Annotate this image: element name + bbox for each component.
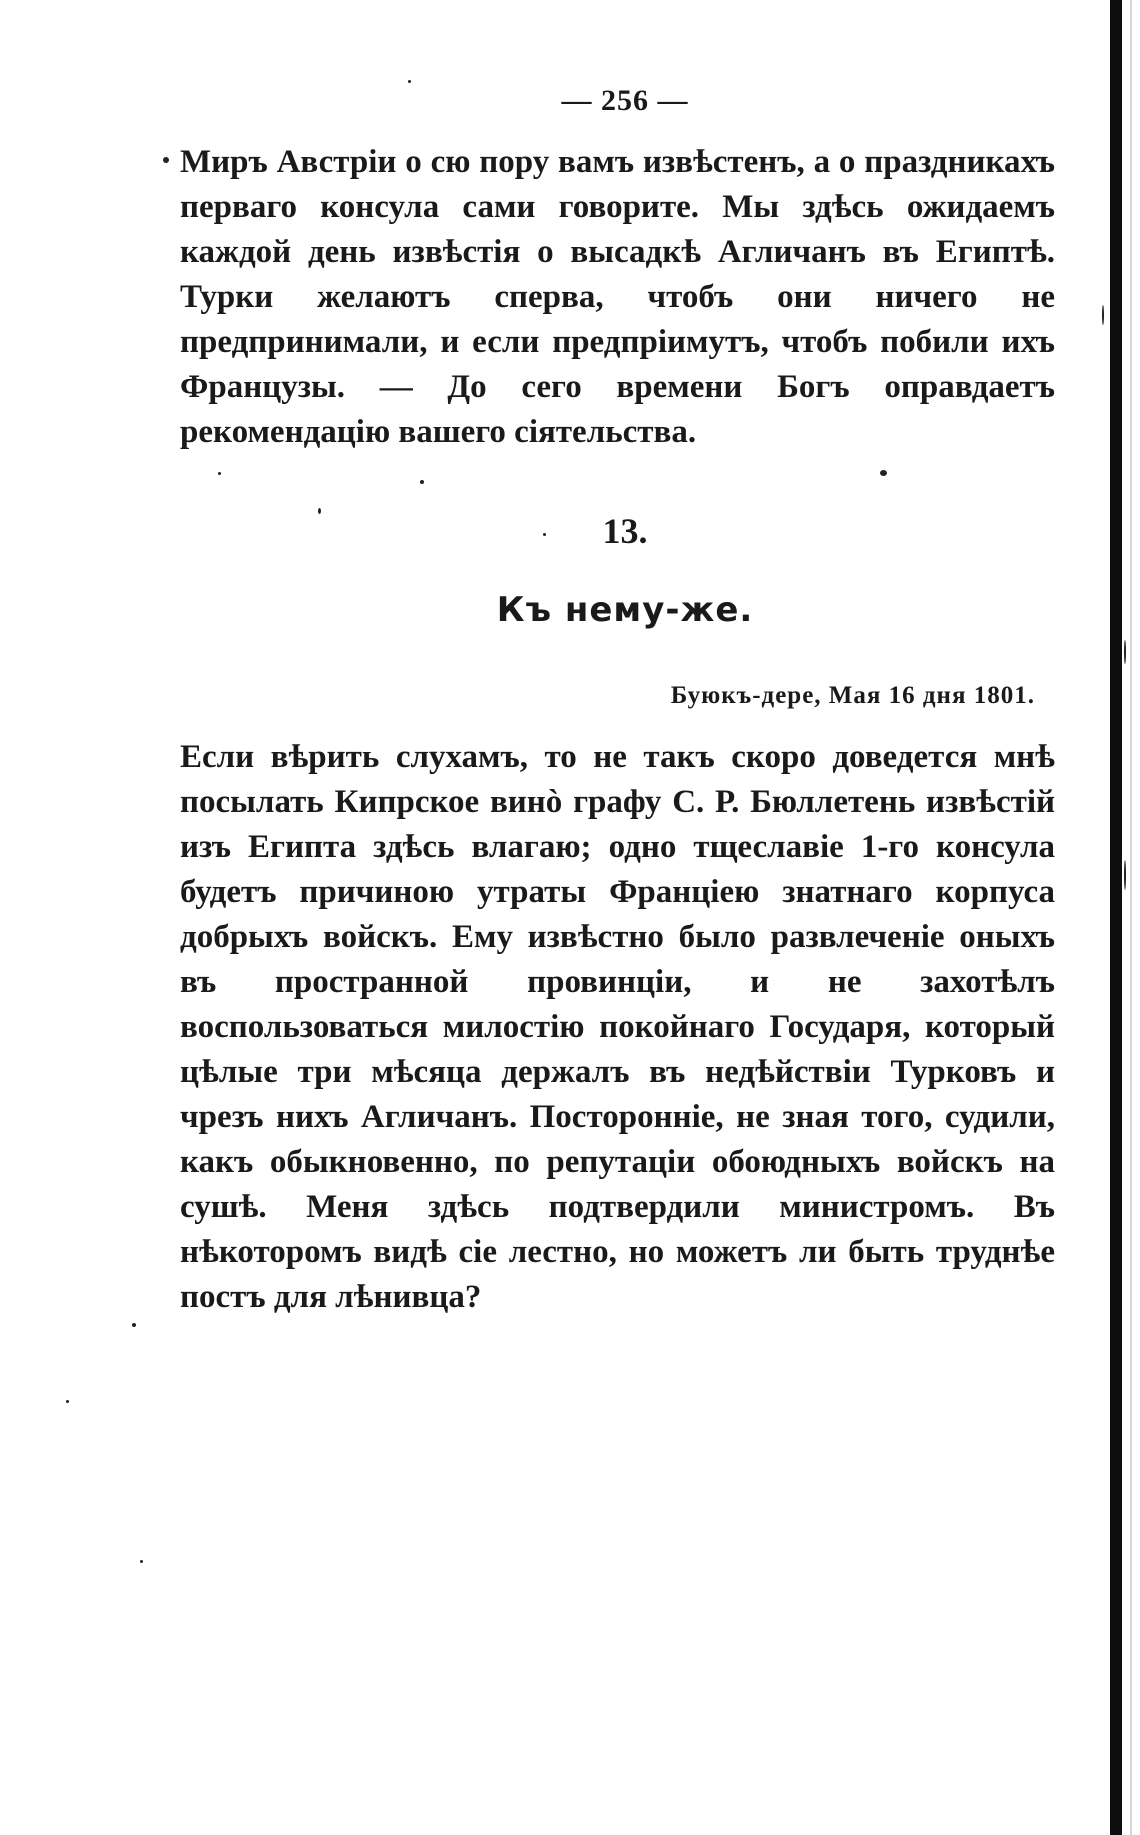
scan-speck bbox=[163, 157, 169, 163]
scan-speck bbox=[1124, 860, 1126, 890]
page-number: — 256 — bbox=[561, 84, 689, 117]
letter-dateline: Буюкъ-дере, Мая 16 дня 1801. bbox=[670, 682, 1035, 709]
scan-speck bbox=[1124, 640, 1126, 664]
scan-speck bbox=[318, 508, 321, 514]
scan-edge-shadow bbox=[1110, 0, 1122, 1835]
letter-title: Къ нему-же. bbox=[496, 590, 754, 630]
scan-speck bbox=[420, 480, 424, 484]
letter-body: Если вѣрить слухамъ, то не такъ скоро доведется мнѣ посылать Кипрское винò графу С. Р. Бюллетень извѣстій изъ Египта здѣсь влагаю; одно тщеславіе 1-го консула будетъ причиною утраты Франціею знатнаго корпуса добрыхъ войскъ. Ему извѣстно было развлеченіе оныхъ въ пространной провинціи, и не захотѣлъ воспользоваться милостію покойнаго Государя, который цѣлые три мѣсяца держалъ въ недѣйствіи Турковъ и чрезъ нихъ Агличанъ. Посторонніе, не зная того, судили, какъ обыкновенно, по репутаціи обоюдныхъ войскъ на сушѣ. Меня здѣсь подтвердили министромъ. Въ нѣкоторомъ видѣ сіе лестно, но можетъ ли быть труднѣе постъ для лѣнивца? bbox=[180, 739, 1055, 1315]
letter-number: 13. bbox=[602, 511, 648, 551]
scan-speck bbox=[66, 1400, 69, 1403]
paragraph-continued: Миръ Австріи о сю пору вамъ извѣстенъ, а о праздникахъ перваго консула сами говорите. Мы здѣсь ожидаемъ каждой день извѣстія о высадкѣ Агличанъ въ Египтѣ. Турки желаютъ сперва, чтобъ они ничего не предпринимали, и если предпріимутъ, чтобъ побили ихъ Французы. — До сего времени Богъ оправдаетъ рекомендацію вашего сіятельства. bbox=[180, 144, 1055, 450]
scan-speck bbox=[543, 533, 546, 536]
scan-speck bbox=[132, 1323, 136, 1327]
scan-speck bbox=[408, 80, 411, 83]
scan-speck bbox=[140, 1560, 143, 1563]
scan-speck bbox=[218, 472, 221, 475]
scan-edge-line bbox=[1130, 0, 1132, 1835]
scan-speck bbox=[880, 470, 887, 476]
scan-speck bbox=[1102, 305, 1104, 325]
